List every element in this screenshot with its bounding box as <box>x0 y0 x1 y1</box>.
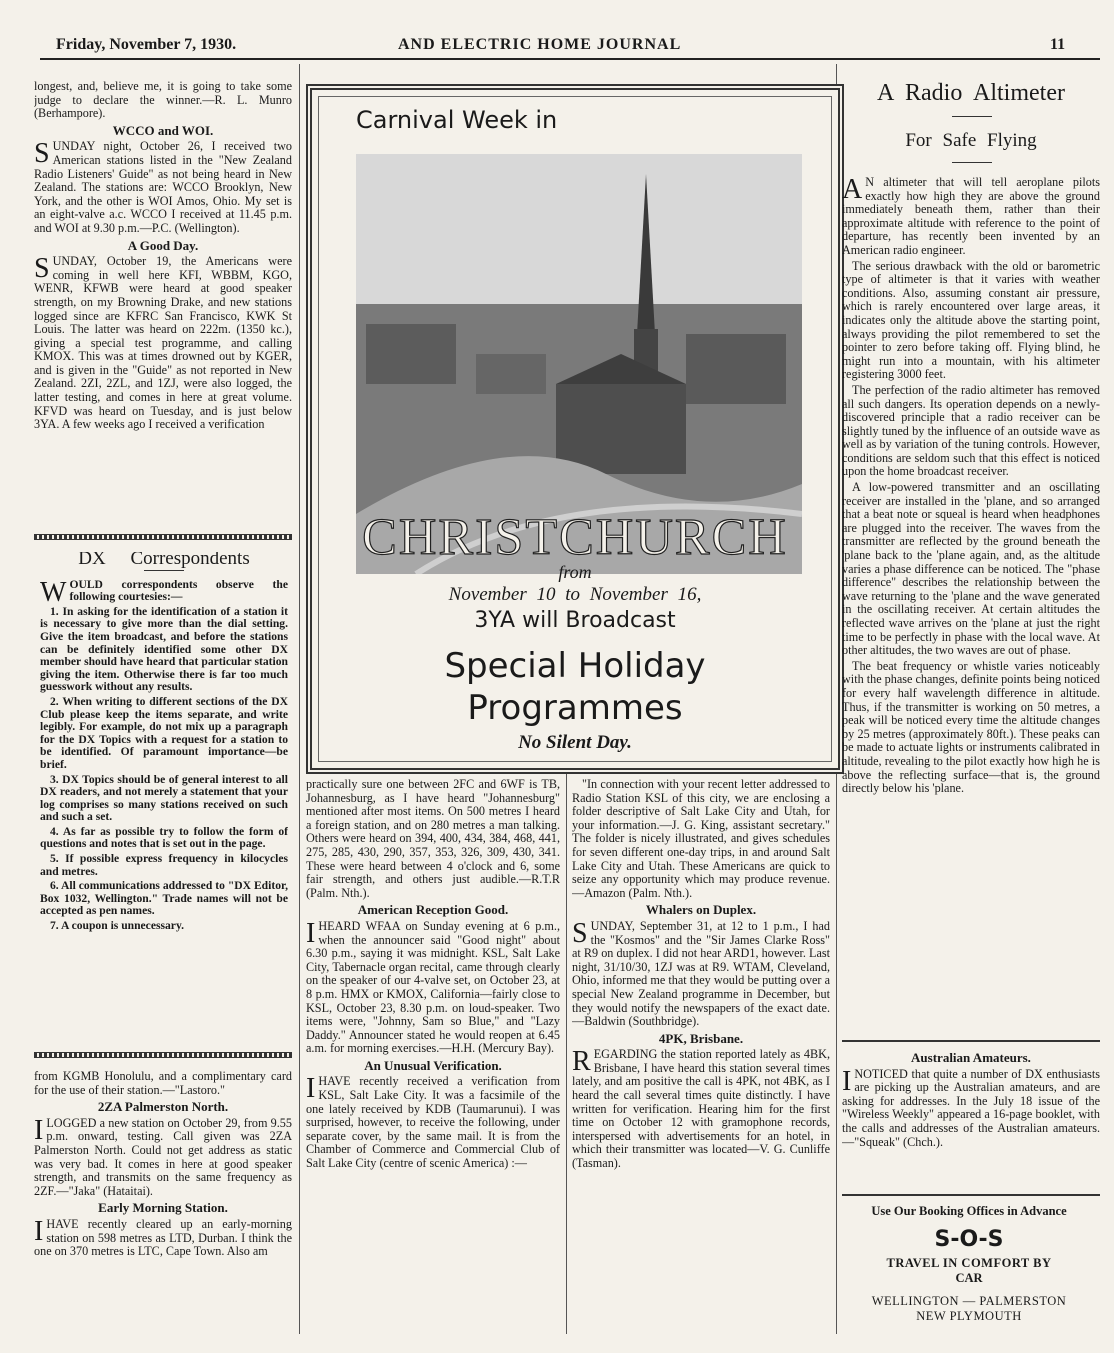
heading-early-morning: Early Morning Station. <box>98 1200 228 1216</box>
heading-australian-amateurs: Australian Amateurs. <box>911 1050 1031 1065</box>
ad-carnival-week: Carnival Week in <box>356 106 558 134</box>
column-rule <box>566 768 567 1334</box>
christchurch-carnival-ad <box>306 84 844 774</box>
article-subtitle: For Safe Flying <box>905 130 1037 151</box>
route-line-2: NEW PLYMOUTH <box>916 1309 1022 1323</box>
ad-programmes: Programmes <box>467 688 683 728</box>
altimeter-para: The perfection of the radio altimeter has removed all such dangers. Its operation depends on a newly-discovered principle that a radio receiver can be slightly tuned by the influence of an outside wave as well as by variation of the tuning controls. However, conditions are seldom such that this effect is noticed upon the home broadcast receiver. <box>842 382 1100 479</box>
sos-advertisement <box>840 1198 1098 1328</box>
letter-australian-amateurs: INOTICED that quite a number of DX enthusiasts are picking up the Australian amateurs, and are asking for addresses. In the July 18 issue of the "Wireless Weekly" appeared a 16-page booklet, with the calls and addresses of the Australian amateurs.—"Squeak" (Chch.). <box>842 1065 1100 1149</box>
dx-rule: 3. DX Topics should be of general interest to all DX readers, and not merely a statement that your log comprises so many stations received on such and such a set. <box>40 772 288 824</box>
letter-early-morning: IHAVE recently cleared up an early-morning station on 598 metres as LTD, Durban. I think the one on 370 metres is LTC, Cape Town. Also am <box>34 1215 292 1259</box>
travel-line: TRAVEL IN COMFORT BY <box>886 1256 1052 1270</box>
altimeter-para: A low-powered transmitter and an oscillating receiver are installed in the 'plane, and so arranged that a beat note or squeal is heard when headphones are plugged into the receiver. The waves from the transmitter are reflected by the ground beneath the 'plane back to the 'plane again, and, as the altitude varies a phase difference can be noticed. The "phase difference" describes the relationship between the wave returning to the 'plane and the wave generated in the oscillating receiver. At certain altitudes the reflected wave arrives on the 'plane at just the right time to be perfectly in phase with the local wave. At other altitudes, the two waves are out of phase. <box>842 480 1100 658</box>
article-title-radio-altimeter: A Radio Altimeter <box>877 80 1065 106</box>
letter-wcco: SUNDAY night, October 26, I received two American stations listed in the "New Zealand Radio Listeners' Guide" as not being heard in New Zealand. The stations are: WCCO Brooklyn, New York, and the other is WOI Amos, Ohio. My set is an eight-valve a.c. WCCO I received at 11.45 p.m. and WOI at 9.30 p.m.—P.C. (Wellington). <box>34 138 292 235</box>
ad-station-broadcast: 3YA will Broadcast <box>474 608 676 633</box>
dx-rule: 1. In asking for the identification of a station it is necessary to give more than the dial setting. Give the item broadcast, and before the stations can be definitely identified some other DX member should have heard that particular station giving the item. Otherwise there is far too much guesswork without any results. <box>40 604 288 694</box>
letter-johannesburg: practically sure one between 2FC and 6WF is TB, Johannesburg, as I have heard "Johannesburg" mentioned after most items. On 500 metres I heard a foreign station, and on 280 metres a man talking. Others were heard on 394, 400, 434, 384, 468, 441, 275, 285, 430, 290, 357, 353, 326, 309, 430, 341. These were heard between 4 o'clock and 6, some fair strength, and others just audible.—R.T.R (Palm. Nth.). <box>306 778 560 900</box>
ad-dates: November 10 to November 16, <box>448 584 702 605</box>
travel-line-2: CAR <box>955 1271 983 1285</box>
heading-2za: 2ZA Palmerston North. <box>97 1099 229 1115</box>
altimeter-para: The serious drawback with the old or barometric type of altimeter is that it varies with weather conditions. Also, assuming constant air pressure, which is rarely encountered over large areas, it indicates only the altitude above the starting point, always providing the pilot remembered to set the pointer to zero before taking off. Flying blind, he might run into a mountain, with his altimeter registering 3000 feet. <box>842 258 1100 382</box>
column-1-bottom <box>34 1070 292 1340</box>
section-divider <box>34 1052 292 1058</box>
letter-2za: ILOGGED a new station on October 29, from 9.55 p.m. onward, testing. Call given was 2ZA Palmerston North. Could not get address as static was very bad. It comes in here at good speaker strength, and transmits on the same frequency as 2ZF.—"Jaka" (Hataitai). <box>34 1114 292 1198</box>
journal-name: AND ELECTRIC HOME JOURNAL <box>398 36 682 53</box>
sos-logo: S-O-S <box>934 1227 1004 1252</box>
dx-correspondents-box <box>40 552 288 1012</box>
heading-wcco: WCCO and WOI. <box>112 122 214 138</box>
heading-american-reception: American Reception Good. <box>357 902 509 918</box>
section-divider <box>34 534 292 540</box>
heading-good-day: A Good Day. <box>127 237 199 253</box>
short-rule <box>144 570 184 571</box>
page-number: 11 <box>1050 36 1066 53</box>
header-rule <box>40 58 1100 60</box>
ad-city-name: CHRISTCHURCH <box>362 509 788 566</box>
route-line: WELLINGTON — PALMERSTON <box>871 1294 1067 1308</box>
letter-continued: longest, and, believe me, it is going to take some judge to declare the winner.—R. L. Munro (Berhampore). <box>34 80 292 121</box>
dx-intro: WOULD correspondents observe the following courtesies:— <box>40 576 288 608</box>
section-rule <box>842 1194 1100 1196</box>
altimeter-para: A N altimeter that will tell aeroplane pilots exactly how high they are above the ground immediately beneath them, rather than their approximate altitude with reference to the point of departure, has recently been invented by an American radio engineer. <box>842 176 1100 257</box>
ad-from: from <box>558 562 592 582</box>
letter-kgmb: from KGMB Honolulu, and a complimentary card for the use of their station.—"Lastoro." <box>34 1070 292 1097</box>
ad-no-silent-day: No Silent Day. <box>518 732 632 753</box>
dx-rule: 6. All communications addressed to "DX Editor, Box 1032, Wellington." Trade names will not be accepted as pen names. <box>40 879 288 918</box>
dx-title: DX Correspondents <box>78 552 250 569</box>
column-rule <box>299 64 300 1334</box>
letter-american-reception: IHEARD WFAA on Sunday evening at 6 p.m., when the announcer said "Good night" about 6.30 p.m., saying it was midnight. KSL, Salt Lake City, Tabernacle organ recital, came through clearly on the speaker of our 4-valve set, on October 23, at 8 p.m. HMX or KMOX, California—fairly close to KSL, October 23, 8.30 p.m. on loud-speaker. Two items were, "Johnny, Sam so Blue," and "Lazy Daddy." Announcer stated he would reopen at 6.45 a.m. for morning exercises.—H.H. (Mercury Bay). <box>306 917 560 1056</box>
letter-good-day: SUNDAY, October 19, the Americans were coming in well here KFI, WBBM, KGO, WENR, KFWB were heard at good speaker strength, on my Browning Drake, and new stations logged since are KFRC San Francisco, KWK St Louis. The latter was heard on 222m. (1350 kc.), giving a special test programme, and calling KMOX. This was at times drowned out by KGER, and is given in the "Guide" as not reported in New Zealand. 2ZI, 2ZL, and 1ZJ, were also logged, the latter testing, and comes in here at great volume. KFVD was heard on Tuesday, and is just below 3YA. A few weeks ago I received a verification <box>34 253 292 432</box>
short-rule <box>952 162 992 163</box>
heading-4pk: 4PK, Brisbane. <box>658 1030 744 1046</box>
dx-rule: 5. If possible express frequency in kilocycles and metres. <box>40 852 288 878</box>
column-4-amateurs <box>842 1048 1100 1188</box>
section-rule <box>842 1040 1100 1042</box>
column-1-top <box>34 80 292 528</box>
ad-special-holiday: Special Holiday <box>444 646 706 686</box>
heading-whalers: Whalers on Duplex. <box>645 902 757 918</box>
booking-line: Use Our Booking Offices in Advance <box>871 1204 1067 1218</box>
altimeter-para: The beat frequency or whistle varies noticeably with the phase changes, definite points being noticed for every half wavelength difference in altitude. Thus, if the transmitter is working on 50 metres, a peak will be noticed every time the altitude changes by 25 metres (approximately 80ft.). These peaks can be made to actuate lights or instruments calibrated in altitude, revealing to the pilot exactly how high he is above the reflecting surface—that is, the ground directly below his 'plane. <box>842 658 1100 796</box>
letter-salt-lake: "In connection with your recent letter addressed to Radio Station KSL of this city, we are enclosing a folder descriptive of Salt Lake City and Utah, for your information.—J. G. King, assistant secretary." The folder is nicely illustrated, and gives schedules for seven different one-day trips, in and around Salt Lake City and Utah. These Americans are quick to seize any opportunity which may produce revenue.—Amazon (Palm. Nth.). <box>572 778 830 900</box>
column-4-article <box>842 176 1100 1036</box>
column-2 <box>306 778 560 1338</box>
dx-rule: 2. When writing to different sections of the DX Club please keep the items separate, and write legibly. For example, do not mix up a paragraph for the DX Topics with a request for a station to be identified. Of paramount importance—be brief. <box>40 694 288 771</box>
dx-rule: 4. As far as possible try to follow the form of questions and notes that is set out in the page. <box>40 824 288 851</box>
heading-unusual-verification: An Unusual Verification. <box>364 1057 502 1073</box>
dx-rule: 7. A coupon is unnecessary. <box>50 919 185 933</box>
letter-unusual-verification: IHAVE recently received a verification from KSL, Salt Lake City. It was a facsimile of the one lately received by KDB (Taumarunui). I was surprised, however, to receive the following, under separate cover, by the same mail. It is from the Chamber of Commerce and Commercial Club of Salt Lake City (centre of scenic America) :— <box>306 1073 560 1171</box>
letter-4pk: REGARDING the station reported lately as 4BK, Brisbane, I have heard this station several times lately, and am positive the call is 4PK, not 4BK, as I heard the call several times quite distinctly. I have written for verification. Hearing him for the first time on October 12 with gramophone records, interspersed with advertisements for an hotel, in which their transmitter was located—V. G. Cunliffe (Tasman). <box>572 1046 830 1171</box>
letter-whalers: SUNDAY, September 31, at 12 to 1 p.m., I had the "Kosmos" and the "Sir James Clarke Ross" at R9 on duplex. I did not hear ARD1, however. Last night, 31/10/30, 1ZJ was at R9. WTAM, Cleveland, Ohio, informed me that they would be putting over a special New Zealand programme in December, but they would notify the newspapers of the exact date.—Baldwin (Southbridge). <box>572 917 830 1029</box>
issue-date: Friday, November 7, 1930. <box>56 36 237 53</box>
short-rule <box>952 116 992 117</box>
column-3 <box>572 778 830 1338</box>
